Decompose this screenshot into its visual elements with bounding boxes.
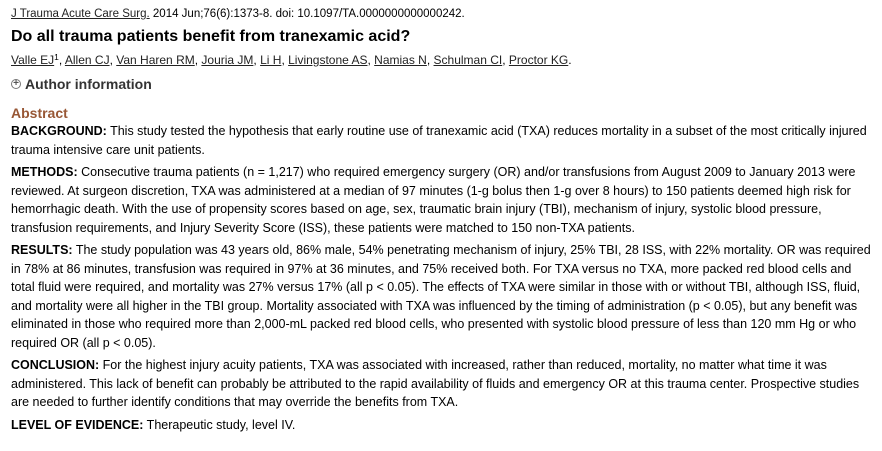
section-text: Therapeutic study, level IV. — [143, 417, 296, 432]
author-link[interactable]: Namias N — [374, 53, 427, 67]
abstract-section — [11, 416, 873, 435]
author-link[interactable]: Schulman CI — [433, 53, 503, 67]
author-link[interactable]: Allen CJ — [64, 53, 110, 67]
section-label: METHODS: — [11, 165, 78, 179]
abstract-section — [11, 241, 873, 352]
author-information-label: Author information — [25, 76, 152, 92]
citation-line — [11, 7, 871, 22]
section-text: This study tested the hypothesis that early routine use of tranexamic acid (TXA) reduces mortality in a subset of the most critically injured trauma intensive care unit patients. — [11, 124, 867, 157]
author-link[interactable]: Jouria JM — [201, 53, 254, 67]
abstract-section — [11, 356, 873, 412]
citation-details: 2014 Jun;76(6):1373-8. doi: 10.1097/TA.0000000000000242. — [149, 8, 465, 20]
article-title: Do all trauma patients benefit from tranexamic acid? — [11, 28, 411, 45]
abstract-heading: Abstract — [11, 105, 68, 121]
section-label: LEVEL OF EVIDENCE: — [11, 417, 144, 432]
journal-link[interactable]: J Trauma Acute Care Surg. — [11, 8, 150, 20]
abstract-section — [11, 122, 873, 159]
section-label: BACKGROUND: — [11, 124, 107, 138]
author-list: Valle $EJ^1$, Allen CJ, Van Haren RM, Jouria JM, Li H, Livingstone AS, Namias N, Schulman CI, Proctor KG. — [11, 52, 572, 67]
author-information-toggle[interactable] — [11, 75, 871, 93]
author-link[interactable]: Li H — [260, 53, 282, 67]
expand-plus-icon[interactable]: + — [11, 79, 21, 89]
section-label: CONCLUSION: — [11, 358, 100, 372]
section-text: Consecutive trauma patients (n = 1,217) who required emergency surgery (OR) and/or transfusions from August 2009 to January 2013 were reviewed. At surgeon discretion, TXA was administered at a median of 97 minutes (1-g bolus then 1-g over 8 hours) to 150 patients deemed high risk for hemorrhagic death. With the use of propensity scores based on age, sex, traumatic brain injury (TBI), mechanism of injury, systolic blood pressure, transfusion requirements, and Injury Severity Score (ISS), these patients were matched to 150 non-TXA patients. — [11, 165, 856, 235]
section-text: For the highest injury acuity patients, TXA was associated with increased, rather than reduced, mortality, no matter what time it was administered. This lack of benefit can probably be attributed to the rapid availability of fluids and emergency OR at this trauma center. Prospective studies are needed to further identify conditions that may override the benefits from TXA. — [11, 358, 860, 409]
section-text: The study population was 43 years old, 86% male, 54% penetrating mechanism of injury, 25% TBI, 28 ISS, with 22% mortality. OR was required in 78% at 86 minutes, transfusion was required in 97% at 36 minutes, and 75% received both. For TXA versus no TXA, more packed red blood cells and total fluid were required, and mortality was 27% versus 17% (all p < 0.05). The effects of TXA were similar in those with or without TBI, although ISS, fluid, and mortality were all higher in the TBI group. Mortality associated with TXA was influenced by the timing of administration (p < 0.05), but any benefit was eliminated in those who required more than 2,000-mL packed red blood cells, who presented with systolic blood pressure of less than 120 mm Hg or who required OR (all p < 0.05). — [11, 243, 871, 350]
author-link[interactable]: Livingstone AS — [288, 53, 368, 67]
abstract-section — [11, 163, 873, 237]
author-link[interactable]: Valle EJ — [11, 53, 55, 67]
author-link[interactable]: Proctor KG — [508, 53, 569, 67]
abstract-body — [11, 122, 871, 434]
author-affiliation-number[interactable]: 1 — [54, 52, 59, 62]
author-link[interactable]: Van Haren RM — [116, 53, 195, 67]
section-label: RESULTS: — [11, 243, 73, 257]
